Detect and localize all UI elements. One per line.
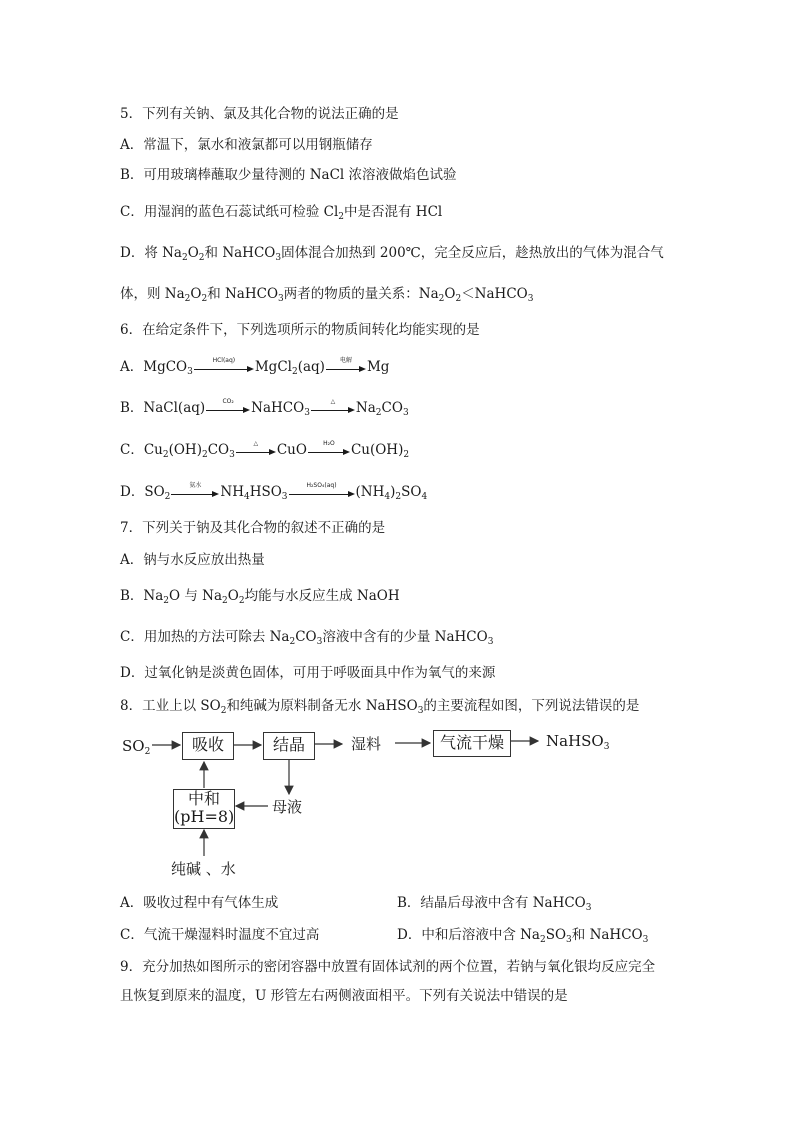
reaction-arrow: H₂O [308, 444, 350, 458]
flow-wet-material: 湿料 [351, 735, 382, 753]
flow-neutralize-box: 中和 (pH=8) [173, 789, 235, 829]
q6-stem: 6．在给定条件下，下列选项所示的物质间转化均能实现的是 [120, 322, 480, 338]
q7-option-c: C．用加热的方法可除去 $Na_2CO_3$溶液中含有的少量 NaHCO$_3$ [120, 629, 494, 647]
q8-option-b: B．结晶后母液中含有 NaHCO$_3$ [397, 895, 592, 913]
flow-dry-box: 气流干燥 [433, 730, 511, 757]
q8-option-a: A．吸收过程中有气体生成 [120, 895, 279, 911]
q6-option-c: C．$Cu_2(OH)_2CO_3$ △ CuO H₂O $Cu(OH)_2$ [120, 439, 410, 460]
q6-option-b: B．NaCl(aq) CO₂ NaHCO$_3$ △ $Na_2CO_3$ [120, 397, 409, 418]
q5-option-a: A．常温下，氯水和液氯都可以用钢瓶储存 [120, 137, 373, 153]
reaction-arrow: H₂SO₄(aq) [289, 486, 355, 500]
q8-option-c: C．气流干燥湿料时温度不宜过高 [120, 927, 320, 943]
q9-stem-line1: 9．充分加热如图所示的密闭容器中放置有固体试剂的两个位置，若钠与氧化银均反应完全 [120, 959, 656, 975]
reaction-arrow: CO₂ [206, 402, 250, 416]
q5-option-d-line2: 体，则 $Na_2O_2$和 NaHCO$_3$两者的物质的量关系：$Na_2O_2<NaHCO_3$ [120, 286, 534, 304]
q8-stem: 8．工业上以 $SO_2$和纯碱为原料制备无水 NaHSO$_3$的主要流程如图，下列说法错误的是 [120, 698, 640, 716]
q6-option-d: D．$SO_2$ 氨水 $NH_4HSO_3$ H₂SO₄(aq) $(NH_4)_2SO_4$ [120, 481, 428, 502]
flow-product: NaHSO$_3$ [546, 732, 610, 752]
reaction-arrow: 电解 [326, 361, 366, 375]
q8-option-d: D．中和后溶液中含 $Na_2SO_3$和 NaHCO$_3$ [397, 927, 649, 945]
flow-so2: $SO_2$ [122, 737, 151, 757]
reaction-arrow: 氨水 [171, 486, 219, 500]
q5-option-c: C．用湿润的蓝色石蕊试纸可检验 $Cl_2$中是否混有 HCl [120, 204, 443, 222]
q7-option-b: B．$Na_2O$ 与 $Na_2O_2$均能与水反应生成 NaOH [120, 588, 400, 606]
reaction-arrow: △ [311, 402, 355, 416]
q5-stem: 5．下列有关钠、氯及其化合物的说法正确的是 [120, 106, 399, 122]
q5-option-d-line1: D．将 $Na_2O_2$和 NaHCO$_3$固体混合加热到 200℃，完全反应后，趁热放出的气体为混合气 [120, 245, 664, 263]
q7-option-d: D．过氧化钠是淡黄色固体，可用于呼吸面具中作为氧气的来源 [120, 665, 496, 681]
q9-stem-line2: 且恢复到原来的温度，U 形管左右两侧液面相平。下列有关说法中错误的是 [120, 988, 568, 1004]
q7-option-a: A．钠与水反应放出热量 [120, 552, 265, 568]
flow-mother-liquor: 母液 [272, 798, 303, 816]
flow-crystal-box: 结晶 [263, 732, 315, 760]
q7-stem: 7．下列关于钠及其化合物的叙述不正确的是 [120, 520, 386, 536]
flow-absorb-box: 吸收 [182, 732, 234, 760]
q5-option-b: B．可用玻璃棒蘸取少量待测的 NaCl 浓溶液做焰色试验 [120, 167, 457, 183]
q6-option-a: A．MgCO$_3$ HCl(aq) MgCl$_2$(aq) 电解 Mg [120, 356, 390, 377]
flow-feed: 纯碱 、水 [171, 860, 236, 878]
reaction-arrow: HCl(aq) [194, 361, 254, 375]
reaction-arrow: △ [236, 444, 276, 458]
